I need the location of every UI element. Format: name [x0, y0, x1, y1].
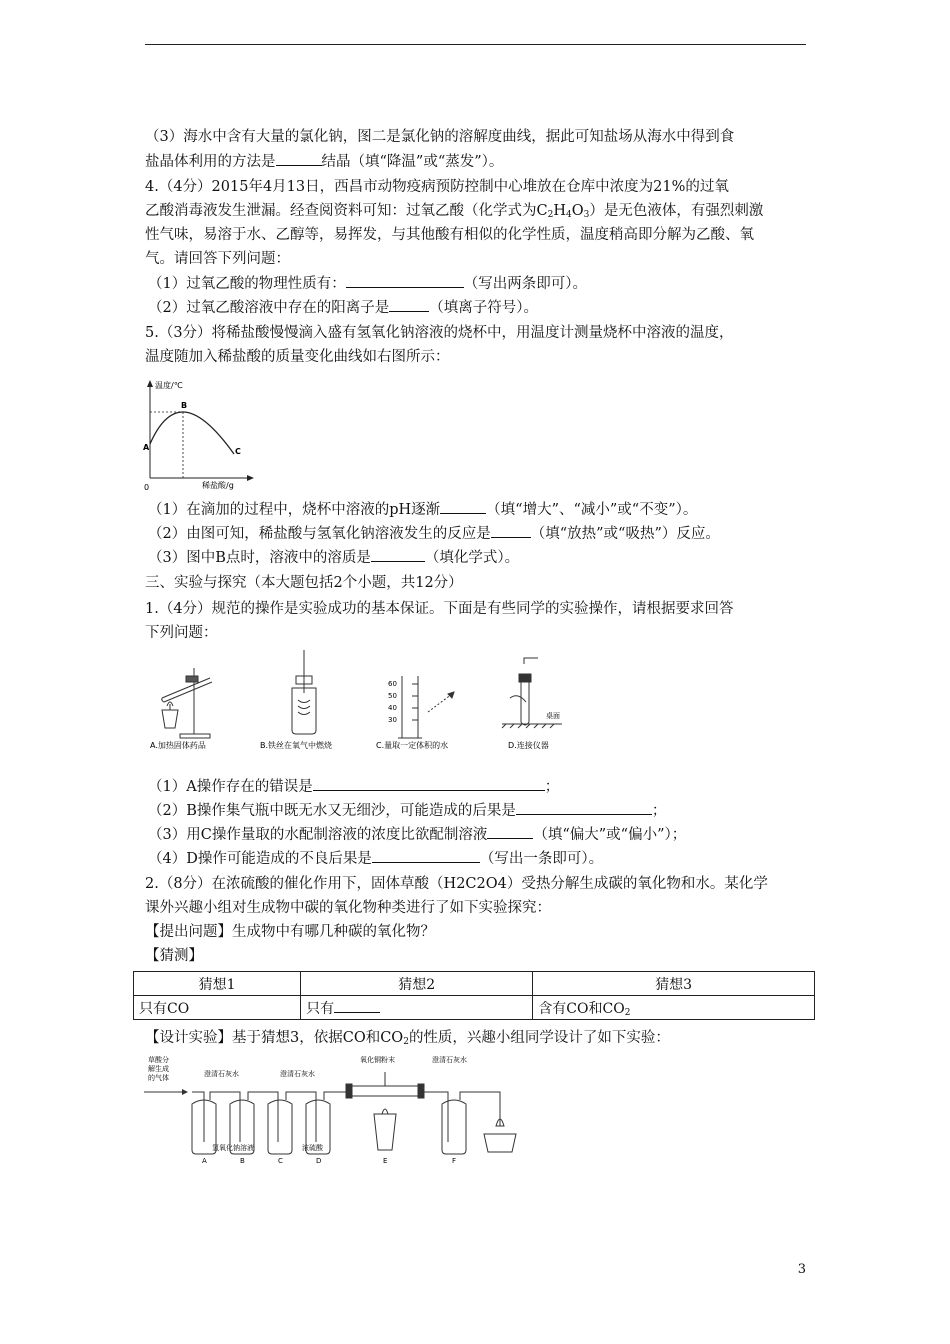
- cyl-50: 50: [388, 692, 397, 700]
- guess-header-1: 猜想1: [134, 972, 301, 996]
- e2-design: 【设计实验】基于猜想3，依据CO和$CO_2$的性质，兴趣小组同学设计了如下实验：: [145, 1030, 670, 1047]
- lime-water-label-1: 澄清石灰水: [204, 1070, 239, 1078]
- lime-water-label-2: 澄清石灰水: [280, 1070, 315, 1078]
- bottle-label-f: F: [452, 1157, 457, 1165]
- temperature-curve: [150, 412, 234, 454]
- caption-a: A.加热固体药品: [150, 741, 206, 750]
- apparatus-diagram: [142, 1052, 534, 1170]
- graph-origin: 0: [144, 483, 150, 492]
- answer-blank[interactable]: [313, 776, 545, 791]
- lime-water-label-3: 澄清石灰水: [432, 1056, 467, 1064]
- caption-d: D.连接仪器: [508, 741, 549, 750]
- answer-blank[interactable]: [334, 998, 380, 1013]
- page-number: 3: [797, 1262, 806, 1277]
- bottle-label-e: E: [383, 1157, 388, 1165]
- q4-line3: 性气味，易溶于水、乙醇等，易挥发，与其他酸有相似的化学性质，温度稍高即分解为乙酸、氧: [145, 227, 754, 243]
- guess-table: [133, 971, 815, 1020]
- q4-sub1: （1）过氧乙酸的物理性质有： （写出两条即可）。: [148, 273, 587, 294]
- gas-label-1: 草酸分: [148, 1056, 169, 1064]
- answer-blank[interactable]: [491, 523, 531, 538]
- bottle-label-c: C: [278, 1157, 283, 1165]
- answer-blank[interactable]: [440, 499, 486, 514]
- e1-sub4: （4）D操作可能造成的不良后果是 （写出一条即可）。: [148, 848, 603, 869]
- caption-c: C.量取一定体积的水: [376, 741, 449, 750]
- combustion-tube: [346, 1072, 424, 1150]
- guess-cell-2: 只有: [301, 996, 533, 1020]
- answer-blank[interactable]: [276, 151, 322, 166]
- e2-question: 【提出问题】生成物中有哪几种碳的氧化物？: [145, 924, 435, 940]
- bottle-label-b: B: [240, 1157, 245, 1165]
- guess-header-3: 猜想3: [533, 972, 815, 996]
- bottle-label-a: A: [202, 1157, 207, 1165]
- e1-sub1: （1）A操作存在的错误是 ；: [148, 776, 559, 797]
- iron-wire-bottle: [292, 650, 316, 734]
- guess-cell-3: 含有CO和$CO_2$: [533, 996, 815, 1020]
- section-heading: 三、实验与探究（本大题包括2个小题，共12分）: [145, 575, 463, 591]
- x-axis-arrow: [247, 475, 254, 481]
- q4-line2: 乙酸消毒液发生泄漏。经查阅资料可知：过氧乙酸（化学式为$C_2H_4O_3$）是无色液体，有强烈刺激: [145, 203, 764, 220]
- bottle-label-d: D: [316, 1157, 322, 1165]
- q5-sub3: （3）图中B点时，溶液中的溶质是 （填化学式）。: [148, 547, 519, 568]
- q5-line2: 温度随加入稀盐酸的质量变化曲线如右图所示：: [145, 349, 450, 365]
- answer-blank[interactable]: [371, 547, 425, 562]
- naoh-label: 氢氧化钠溶液: [212, 1144, 254, 1152]
- temperature-graph: [142, 374, 257, 494]
- graph-point-c: C: [235, 447, 241, 456]
- e2-guess-heading: 【猜测】: [145, 948, 203, 964]
- cyl-40: 40: [388, 704, 397, 712]
- guess-header-2: 猜想2: [301, 972, 533, 996]
- guess-cell-1: 只有CO: [134, 996, 301, 1020]
- graduated-cylinder: [398, 676, 454, 738]
- cyl-30: 30: [388, 716, 397, 724]
- q4-sub2: （2）过氧乙酸溶液中存在的阳离子是 （填离子符号）。: [148, 297, 538, 318]
- answer-blank[interactable]: [389, 297, 429, 312]
- copper-oxide-label: 氧化铜粉末: [360, 1056, 395, 1064]
- e1-sub2: （2）B操作集气瓶中既无水又无细沙，可能造成的后果是 ；: [148, 800, 666, 821]
- q3-3-line1: （3）海水中含有大量的氯化钠，图二是氯化钠的溶解度曲线，据此可知盐场从海水中得到食: [145, 129, 735, 145]
- header-rule: [145, 44, 806, 45]
- heating-solid-apparatus: [162, 668, 212, 738]
- e1-line2: 下列问题：: [145, 625, 218, 641]
- graph-xlabel: 稀盐酸/g: [202, 481, 234, 490]
- desk-label: 桌面: [546, 712, 560, 720]
- e2-line1: 2.（8分）在浓硫酸的催化作用下，固体草酸（H2C2O4）受热分解生成碳的氧化物和水。某化学: [145, 876, 768, 892]
- e1-sub3: （3）用C操作量取的水配制溶液的浓度比欲配制溶液 （填“偏大”或“偏小”）；: [148, 824, 686, 845]
- y-axis-arrow: [147, 380, 153, 387]
- answer-blank[interactable]: [516, 800, 652, 815]
- graph-ylabel: 温度/℃: [155, 381, 183, 390]
- answer-blank[interactable]: [346, 273, 464, 288]
- q4-line1: 4.（4分）2015年4月13日，西昌市动物疫病预防控制中心堆放在仓库中浓度为21%的过氧: [145, 179, 729, 195]
- e2-line2: 课外兴趣小组对生成物中碳的氧化物种类进行了如下实验探究：: [145, 900, 551, 916]
- graph-point-b: B: [181, 401, 188, 410]
- lime-water-bottle-f: [424, 1092, 500, 1154]
- gas-label-2: 解生成: [148, 1065, 169, 1073]
- h2so4-label: 浓硫酸: [302, 1144, 323, 1152]
- q5-line1: 5.（3分）将稀盐酸慢慢滴入盛有氢氧化钠溶液的烧杯中，用温度计测量烧杯中溶液的温度，: [145, 325, 734, 341]
- caption-b: B.铁丝在氧气中燃烧: [260, 741, 333, 750]
- q4-line4: 气。请回答下列问题：: [145, 251, 290, 267]
- graph-point-a: A: [143, 443, 150, 452]
- q5-sub1: （1）在滴加的过程中，烧杯中溶液的pH逐渐 （填“增大”、“减小”或“不变”）。: [148, 499, 697, 520]
- answer-blank[interactable]: [372, 848, 480, 863]
- cyl-60: 60: [388, 680, 397, 688]
- q5-sub2: （2）由图可知，稀盐酸与氢氧化钠溶液发生的反应是 （填“放热”或“吸热”）反应。: [148, 523, 720, 544]
- lab-operations-figure: [142, 648, 562, 756]
- q3-3-line2: 盐晶体利用的方法是 结晶（填“降温”或“蒸发”）。: [145, 151, 503, 172]
- e1-line1: 1.（4分）规范的操作是实验成功的基本保证。下面是有些同学的实验操作，请根据要求回答: [145, 601, 734, 617]
- gas-label-3: 的气体: [148, 1074, 169, 1082]
- answer-blank[interactable]: [487, 824, 533, 839]
